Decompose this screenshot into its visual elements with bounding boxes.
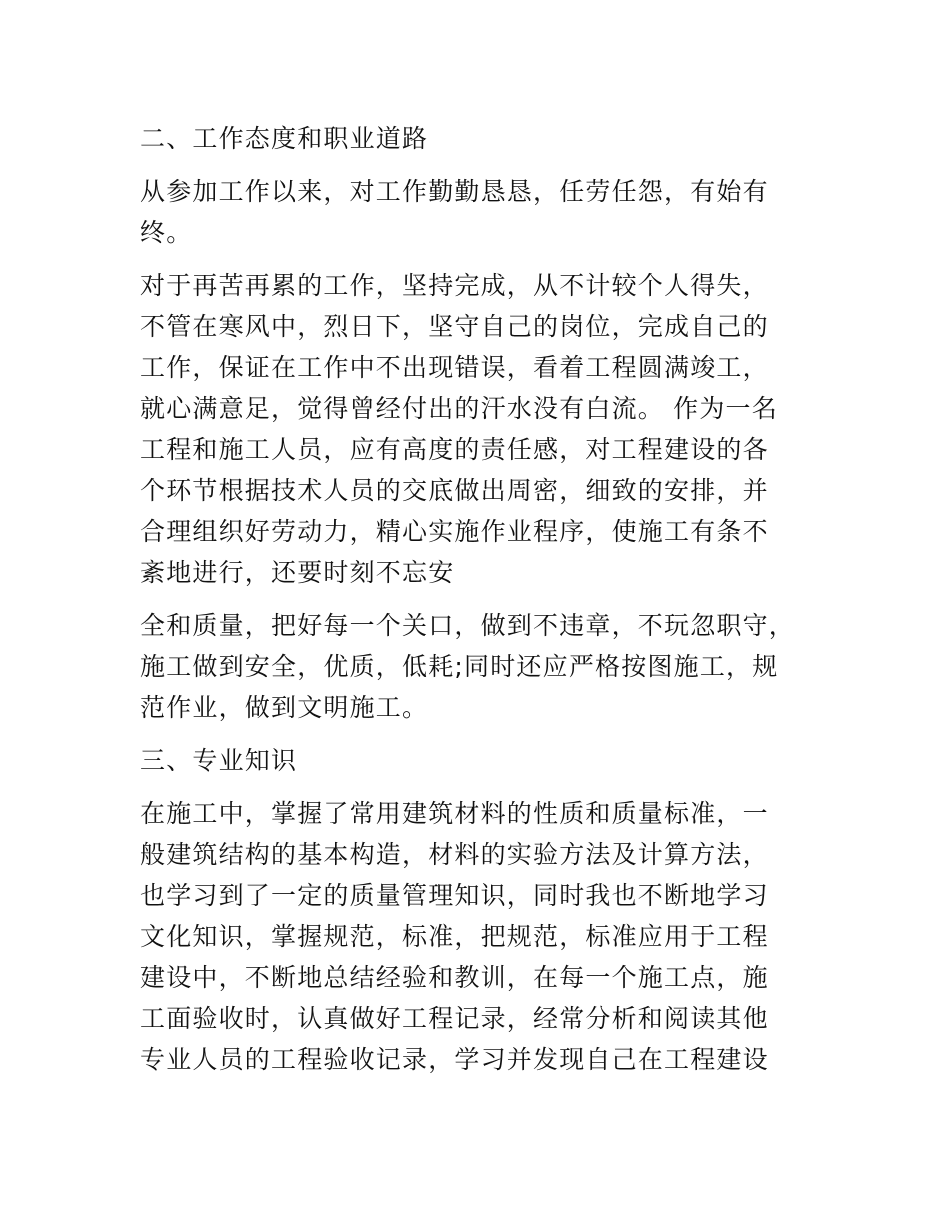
text-line: 也学习到了一定的质量管理知识，同时我也不断地学习	[140, 881, 769, 910]
text-line: 从参加工作以来，对工作勤勤恳恳，任劳任怨，有始有	[140, 177, 769, 206]
text-line: 建设中，不断地总结经验和教训，在每一个施工点，施	[140, 963, 769, 992]
text-line: 不管在寒风中，烈日下，坚守自己的岗位，完成自己的	[140, 312, 769, 341]
text-line: 个环节根据技术人员的交底做出周密，细致的安排，并	[140, 476, 769, 505]
text-line: 工程和施工人员，应有高度的责任感，对工程建设的各	[140, 435, 769, 464]
text-line: 就心满意足，觉得曾经付出的汗水没有白流。 作为一名	[140, 394, 778, 423]
text-line: 文化知识，掌握规范，标准，把规范，标准应用于工程	[140, 922, 769, 951]
section-heading	[140, 118, 820, 159]
section-heading	[140, 740, 820, 781]
paragraph	[140, 605, 820, 728]
text-line: 在施工中，掌握了常用建筑材料的性质和质量标准，一	[140, 799, 769, 828]
paragraph	[140, 793, 820, 1080]
text-line: 般建筑结构的基本构造，材料的实验方法及计算方法，	[140, 840, 769, 869]
text-line: 二、工作态度和职业道路	[140, 124, 429, 153]
document-body	[140, 118, 820, 1092]
text-line: 对于再苦再累的工作，坚持完成，从不计较个人得失，	[140, 271, 769, 300]
text-line: 施工做到安全，优质，低耗;同时还应严格按图施工，规	[140, 652, 779, 681]
text-line: 紊地进行，还要时刻不忘安	[140, 558, 455, 587]
text-line: 专业人员的工程验收记录，学习并发现自己在工程建设	[140, 1045, 769, 1074]
paragraph	[140, 171, 820, 253]
text-line: 工面验收时，认真做好工程记录，经常分析和阅读其他	[140, 1004, 769, 1033]
text-line: 范作业，做到文明施工。	[140, 693, 429, 722]
text-line: 工作，保证在工作中不出现错误，看着工程圆满竣工，	[140, 353, 769, 382]
text-line: 全和质量，把好每一个关口，做到不违章，不玩忽职守，	[140, 611, 796, 640]
text-line: 终。	[140, 218, 193, 247]
text-line: 三、专业知识	[140, 746, 298, 775]
paragraph	[140, 265, 820, 593]
text-line: 合理组织好劳动力，精心实施作业程序，使施工有条不	[140, 517, 769, 546]
